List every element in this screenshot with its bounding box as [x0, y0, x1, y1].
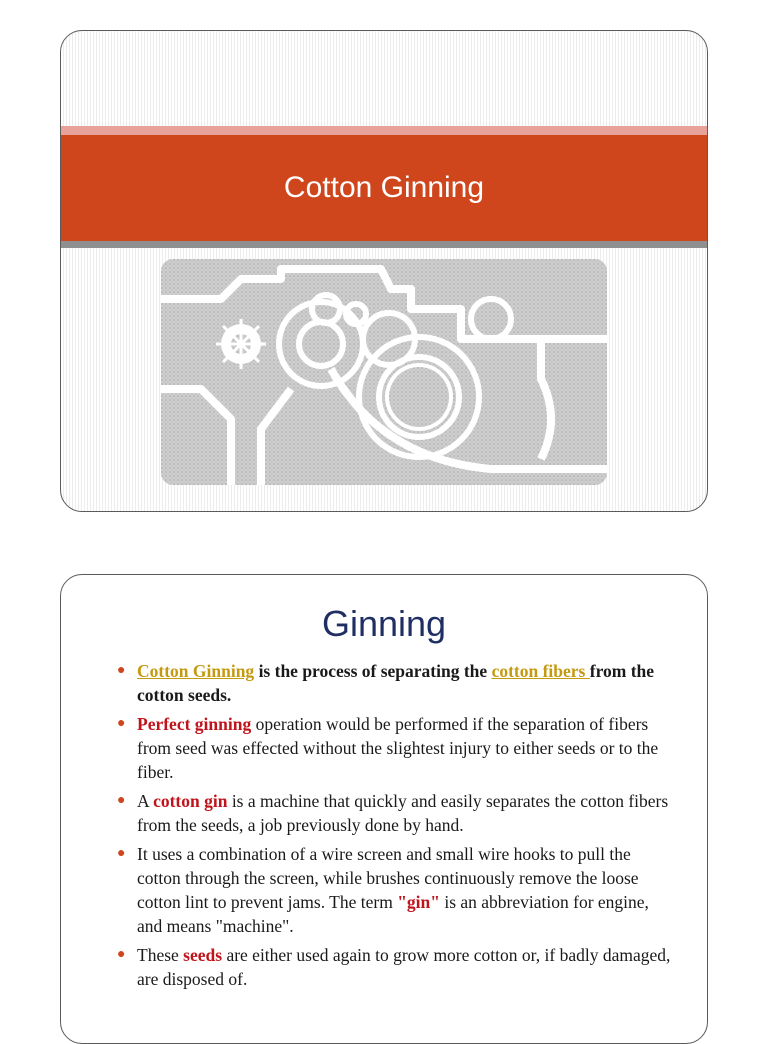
list-item — [113, 712, 673, 784]
list-item — [113, 943, 673, 991]
bullet-list — [113, 659, 673, 996]
bullet-text: operation would be performed if the separation of fibers from seed was effected without the slightest injury to either seeds or to the fiber. — [137, 714, 659, 782]
list-item — [113, 659, 673, 707]
bullet-dot-icon: ● — [117, 793, 126, 808]
cotton-fibers-link[interactable]: cotton fibers — [491, 661, 590, 681]
bullet-text: from the cotton seeds. — [137, 661, 655, 705]
bullet-dot-icon: ● — [117, 716, 126, 731]
title-band — [61, 135, 707, 241]
highlight-term: seeds — [183, 945, 223, 965]
list-item — [113, 842, 673, 938]
content-slide — [60, 574, 708, 1044]
cotton-gin-illustration — [161, 259, 607, 485]
title-band-top-stripe — [61, 126, 707, 135]
bullet-dot-icon: ● — [117, 846, 126, 861]
slide-heading: Ginning — [321, 603, 447, 644]
highlight-term: cotton gin — [153, 791, 228, 811]
title-slide — [60, 30, 708, 512]
bullet-prefix: It uses a combination of a wire screen and small wire hooks to pull the cotton through the screen, while brushes continuously remove the loose cotton lint to prevent jams. The term — [137, 844, 639, 912]
cotton-ginning-link[interactable]: Cotton Ginning — [137, 661, 255, 681]
title-band-bottom-stripe — [61, 241, 707, 248]
bullet-text: are either used again to grow more cotton or, if badly damaged, are disposed of. — [137, 945, 671, 989]
bullet-dot-icon: ● — [117, 947, 126, 962]
list-item — [113, 789, 673, 837]
bullet-dot-icon: ● — [117, 663, 126, 678]
bullet-prefix: These — [137, 945, 184, 965]
slide-title: Cotton Ginning — [283, 171, 485, 204]
bullet-text: is an abbreviation for engine, and means "machine". — [137, 892, 649, 936]
bullet-text: is the process of separating the — [254, 661, 492, 681]
highlight-term: Perfect ginning — [137, 714, 252, 734]
highlight-term: "gin" — [397, 892, 440, 912]
bullet-prefix: A — [137, 791, 154, 811]
bullet-text: is a machine that quickly and easily separates the cotton fibers from the seeds, a job previously done by hand. — [137, 791, 669, 835]
